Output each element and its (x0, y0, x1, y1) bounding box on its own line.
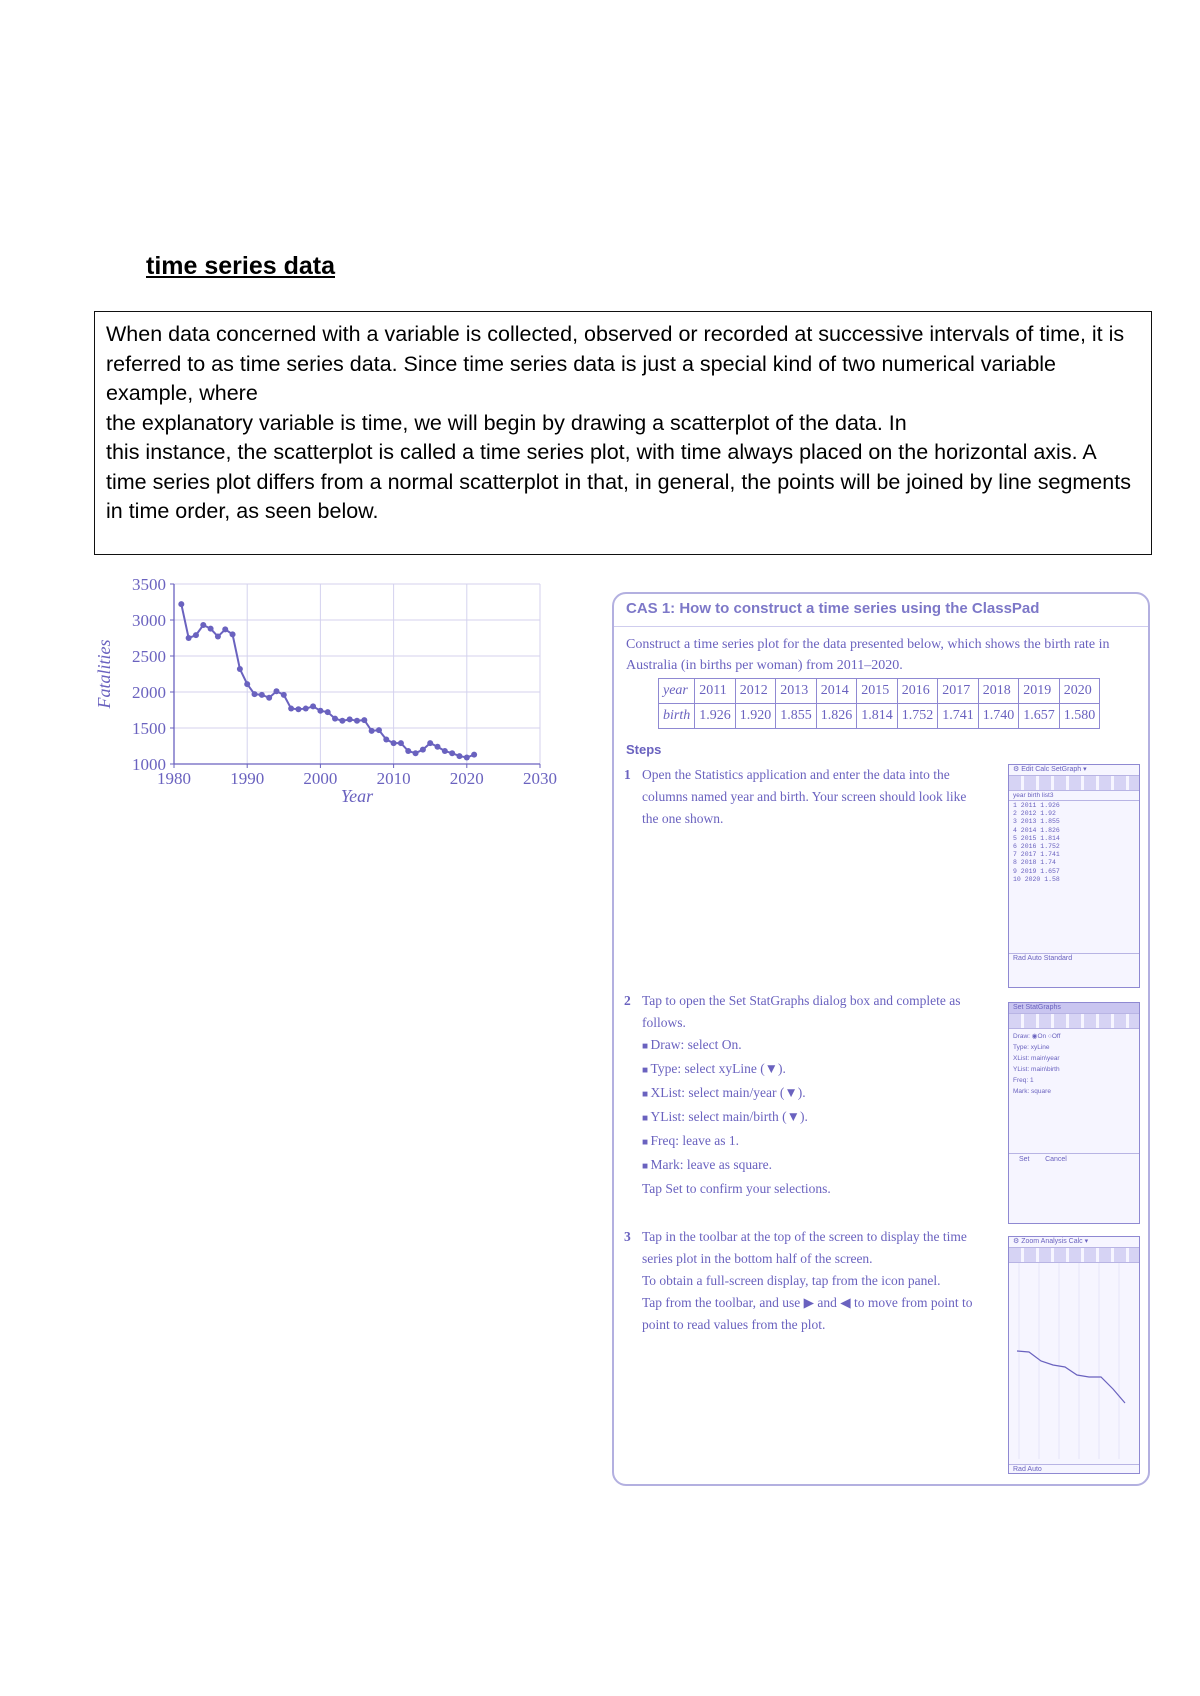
year-cell: 2017 (938, 679, 979, 704)
birth-cell: 1.741 (938, 704, 979, 729)
data-point (317, 708, 323, 714)
year-cell: 2016 (897, 679, 938, 704)
x-tick-label: 1980 (157, 769, 191, 788)
table-row-birth (659, 704, 1100, 729)
data-point (325, 709, 331, 715)
screen-toolbar (1009, 1248, 1139, 1263)
data-point (449, 750, 455, 756)
year-cell: 2012 (735, 679, 776, 704)
data-point (288, 706, 294, 712)
data-point (398, 740, 404, 746)
data-point (427, 740, 433, 746)
cas-title: CAS 1: How to construct a time series using the ClassPad (626, 600, 1040, 617)
fatalities-chart (92, 572, 572, 822)
table-row-year (659, 679, 1100, 704)
definition-paragraph-2: the explanatory variable is time, we will begin by drawing a scatterplot of the data. In (106, 410, 907, 435)
step-1 (624, 764, 984, 830)
screen-toolbar (1009, 776, 1139, 791)
data-point (259, 692, 265, 698)
y-tick-label: 2000 (132, 683, 166, 702)
birth-cell: 1.926 (695, 704, 736, 729)
definition-paragraph-1: When data concerned with a variable is collected, observed or recorded at successive intervals of time, it is referred to as time series data. Since time series data is just a special kind of two numerical variable example, where (106, 322, 1125, 405)
birth-table (658, 678, 1100, 729)
data-point (413, 750, 419, 756)
y-tick-label: 1000 (132, 755, 166, 774)
data-point (435, 744, 441, 750)
birth-cell: 1.920 (735, 704, 776, 729)
screen-dialog-title: Set StatGraphs (1009, 1003, 1139, 1014)
step-2-text: Tap to open the Set StatGraphs dialog box and complete as follows. (642, 993, 961, 1030)
x-tick-label: 1990 (230, 769, 265, 788)
year-cell: 2011 (695, 679, 736, 704)
data-point (383, 737, 389, 743)
data-point (230, 631, 236, 637)
step-3-text: Tap in the toolbar at the top of the screen to display the time series plot in the bottom half of the screen. (642, 1229, 967, 1266)
x-axis-label: Year (340, 786, 374, 806)
data-point (442, 748, 448, 754)
year-cell: 2018 (978, 679, 1019, 704)
data-point (178, 601, 184, 607)
step-number: 1 (624, 767, 631, 782)
classpad-screen-graph (1008, 1236, 1140, 1474)
screen-menu-bar: ⚙ Zoom Analysis Calc ▾ (1009, 1237, 1139, 1248)
data-point (405, 748, 411, 754)
definition-paragraph-3: this instance, the scatterplot is called a time series plot, with time always placed on the horizontal axis. A time series plot differs from a normal scatterplot in that, in general, the points will be joined by line segments in time order, as seen below. (106, 440, 1131, 523)
data-point (266, 695, 272, 701)
screen-menu-bar: ⚙ Edit Calc SetGraph ▾ (1009, 765, 1139, 776)
x-tick-label: 2020 (449, 769, 484, 788)
year-cell: 2019 (1019, 679, 1060, 704)
screen-status-bar: Rad Auto Standard (1009, 953, 1139, 964)
step-3-extra-2: Tap from the toolbar, and use ▶ and ◀ to move from point to point to read values from the plot. (642, 1295, 973, 1332)
list-item: ■ Freq: leave as 1. (642, 1130, 984, 1154)
data-point (200, 622, 206, 628)
table-header-birth: birth (659, 704, 695, 729)
list-item: ■ Type: select xyLine (▼). (642, 1058, 984, 1082)
y-tick-label: 2500 (132, 647, 166, 666)
y-tick-label: 3000 (132, 611, 166, 630)
definition-box (94, 311, 1152, 555)
data-point (339, 718, 345, 724)
data-point (361, 717, 367, 723)
data-point (281, 692, 287, 698)
birth-cell: 1.657 (1019, 704, 1060, 729)
screen-graph-plot (1009, 1263, 1137, 1459)
cas-intro: Construct a time series plot for the data presented below, which shows the birth rate in Australia (in births per woman) from 2011–2020. (626, 637, 1110, 673)
table-header-year: year (659, 679, 695, 704)
data-point (193, 632, 199, 638)
data-point (464, 755, 470, 761)
birth-cell: 1.580 (1059, 704, 1100, 729)
data-point (347, 716, 353, 722)
step-3 (624, 1226, 984, 1336)
step-2-list (642, 1034, 984, 1178)
birth-cell: 1.740 (978, 704, 1019, 729)
data-point (215, 634, 221, 640)
step-2-footer: Tap Set to confirm your selections. (642, 1181, 831, 1196)
x-tick-label: 2010 (376, 769, 411, 788)
data-point (471, 752, 477, 758)
y-tick-label: 1500 (132, 719, 166, 738)
step-3-extra-1: To obtain a full-screen display, tap from the icon panel. (642, 1273, 941, 1288)
data-point (295, 706, 301, 712)
y-axis-label: Fatalities (94, 639, 114, 709)
screen-tab-row (1009, 1014, 1139, 1029)
cas-panel (612, 592, 1150, 1486)
list-item: ■ XList: select main/year (▼). (642, 1082, 984, 1106)
data-point (252, 691, 258, 697)
data-point (208, 626, 214, 632)
page-heading: time series data (146, 252, 335, 280)
data-point (376, 727, 382, 733)
x-tick-label: 2000 (303, 769, 338, 788)
year-cell: 2013 (776, 679, 817, 704)
birth-cell: 1.826 (816, 704, 857, 729)
list-item: ■ Draw: select On. (642, 1034, 984, 1058)
year-cell: 2014 (816, 679, 857, 704)
data-point (237, 666, 243, 672)
data-point (186, 635, 192, 641)
list-item: ■ YList: select main/birth (▼). (642, 1106, 984, 1130)
year-cell: 2015 (857, 679, 898, 704)
screen-status-bar: Rad Auto (1009, 1464, 1139, 1475)
step-number: 3 (624, 1229, 631, 1244)
data-point (244, 681, 250, 687)
data-point (303, 706, 309, 712)
data-point (456, 753, 462, 759)
data-point (222, 626, 228, 632)
list-item: ■ Mark: leave as square. (642, 1154, 984, 1178)
birth-cell: 1.814 (857, 704, 898, 729)
data-point (332, 716, 338, 722)
screen-column-headers: year birth list3 (1009, 791, 1139, 801)
y-tick-label: 3500 (132, 575, 166, 594)
data-point (369, 728, 375, 734)
data-point (273, 688, 279, 694)
screen-dialog-fields: Draw: ◉On ○Off Type: xyLine XList: main\year YList: main\birth Freq: 1 Mark: square (1013, 1033, 1061, 1095)
data-point (391, 740, 397, 746)
classpad-screen-statgraphs (1008, 1002, 1140, 1224)
steps-heading: Steps (626, 742, 662, 757)
step-1-text: Open the Statistics application and enter the data into the columns named year and birth. Your screen should look like the one shown. (642, 767, 967, 826)
year-cell: 2020 (1059, 679, 1100, 704)
data-point (420, 747, 426, 753)
cas-divider (614, 626, 1148, 627)
screen-data-rows: 1 2011 1.926 2 2012 1.92 3 2013 1.855 4 2014 1.826 5 2015 1.814 6 2016 1.752 7 2017 1.741 8 2018 1.74 9 2019 1.657 10 2020 1.58 (1013, 802, 1060, 883)
birth-cell: 1.752 (897, 704, 938, 729)
classpad-screen-stats (1008, 764, 1140, 988)
step-2 (624, 990, 984, 1200)
x-tick-label: 2030 (523, 769, 557, 788)
step-number: 2 (624, 993, 631, 1008)
birth-cell: 1.855 (776, 704, 817, 729)
chart-svg (92, 572, 572, 822)
screen-dialog-buttons: Set Cancel (1009, 1153, 1139, 1165)
data-point (310, 703, 316, 709)
data-point (354, 718, 360, 724)
